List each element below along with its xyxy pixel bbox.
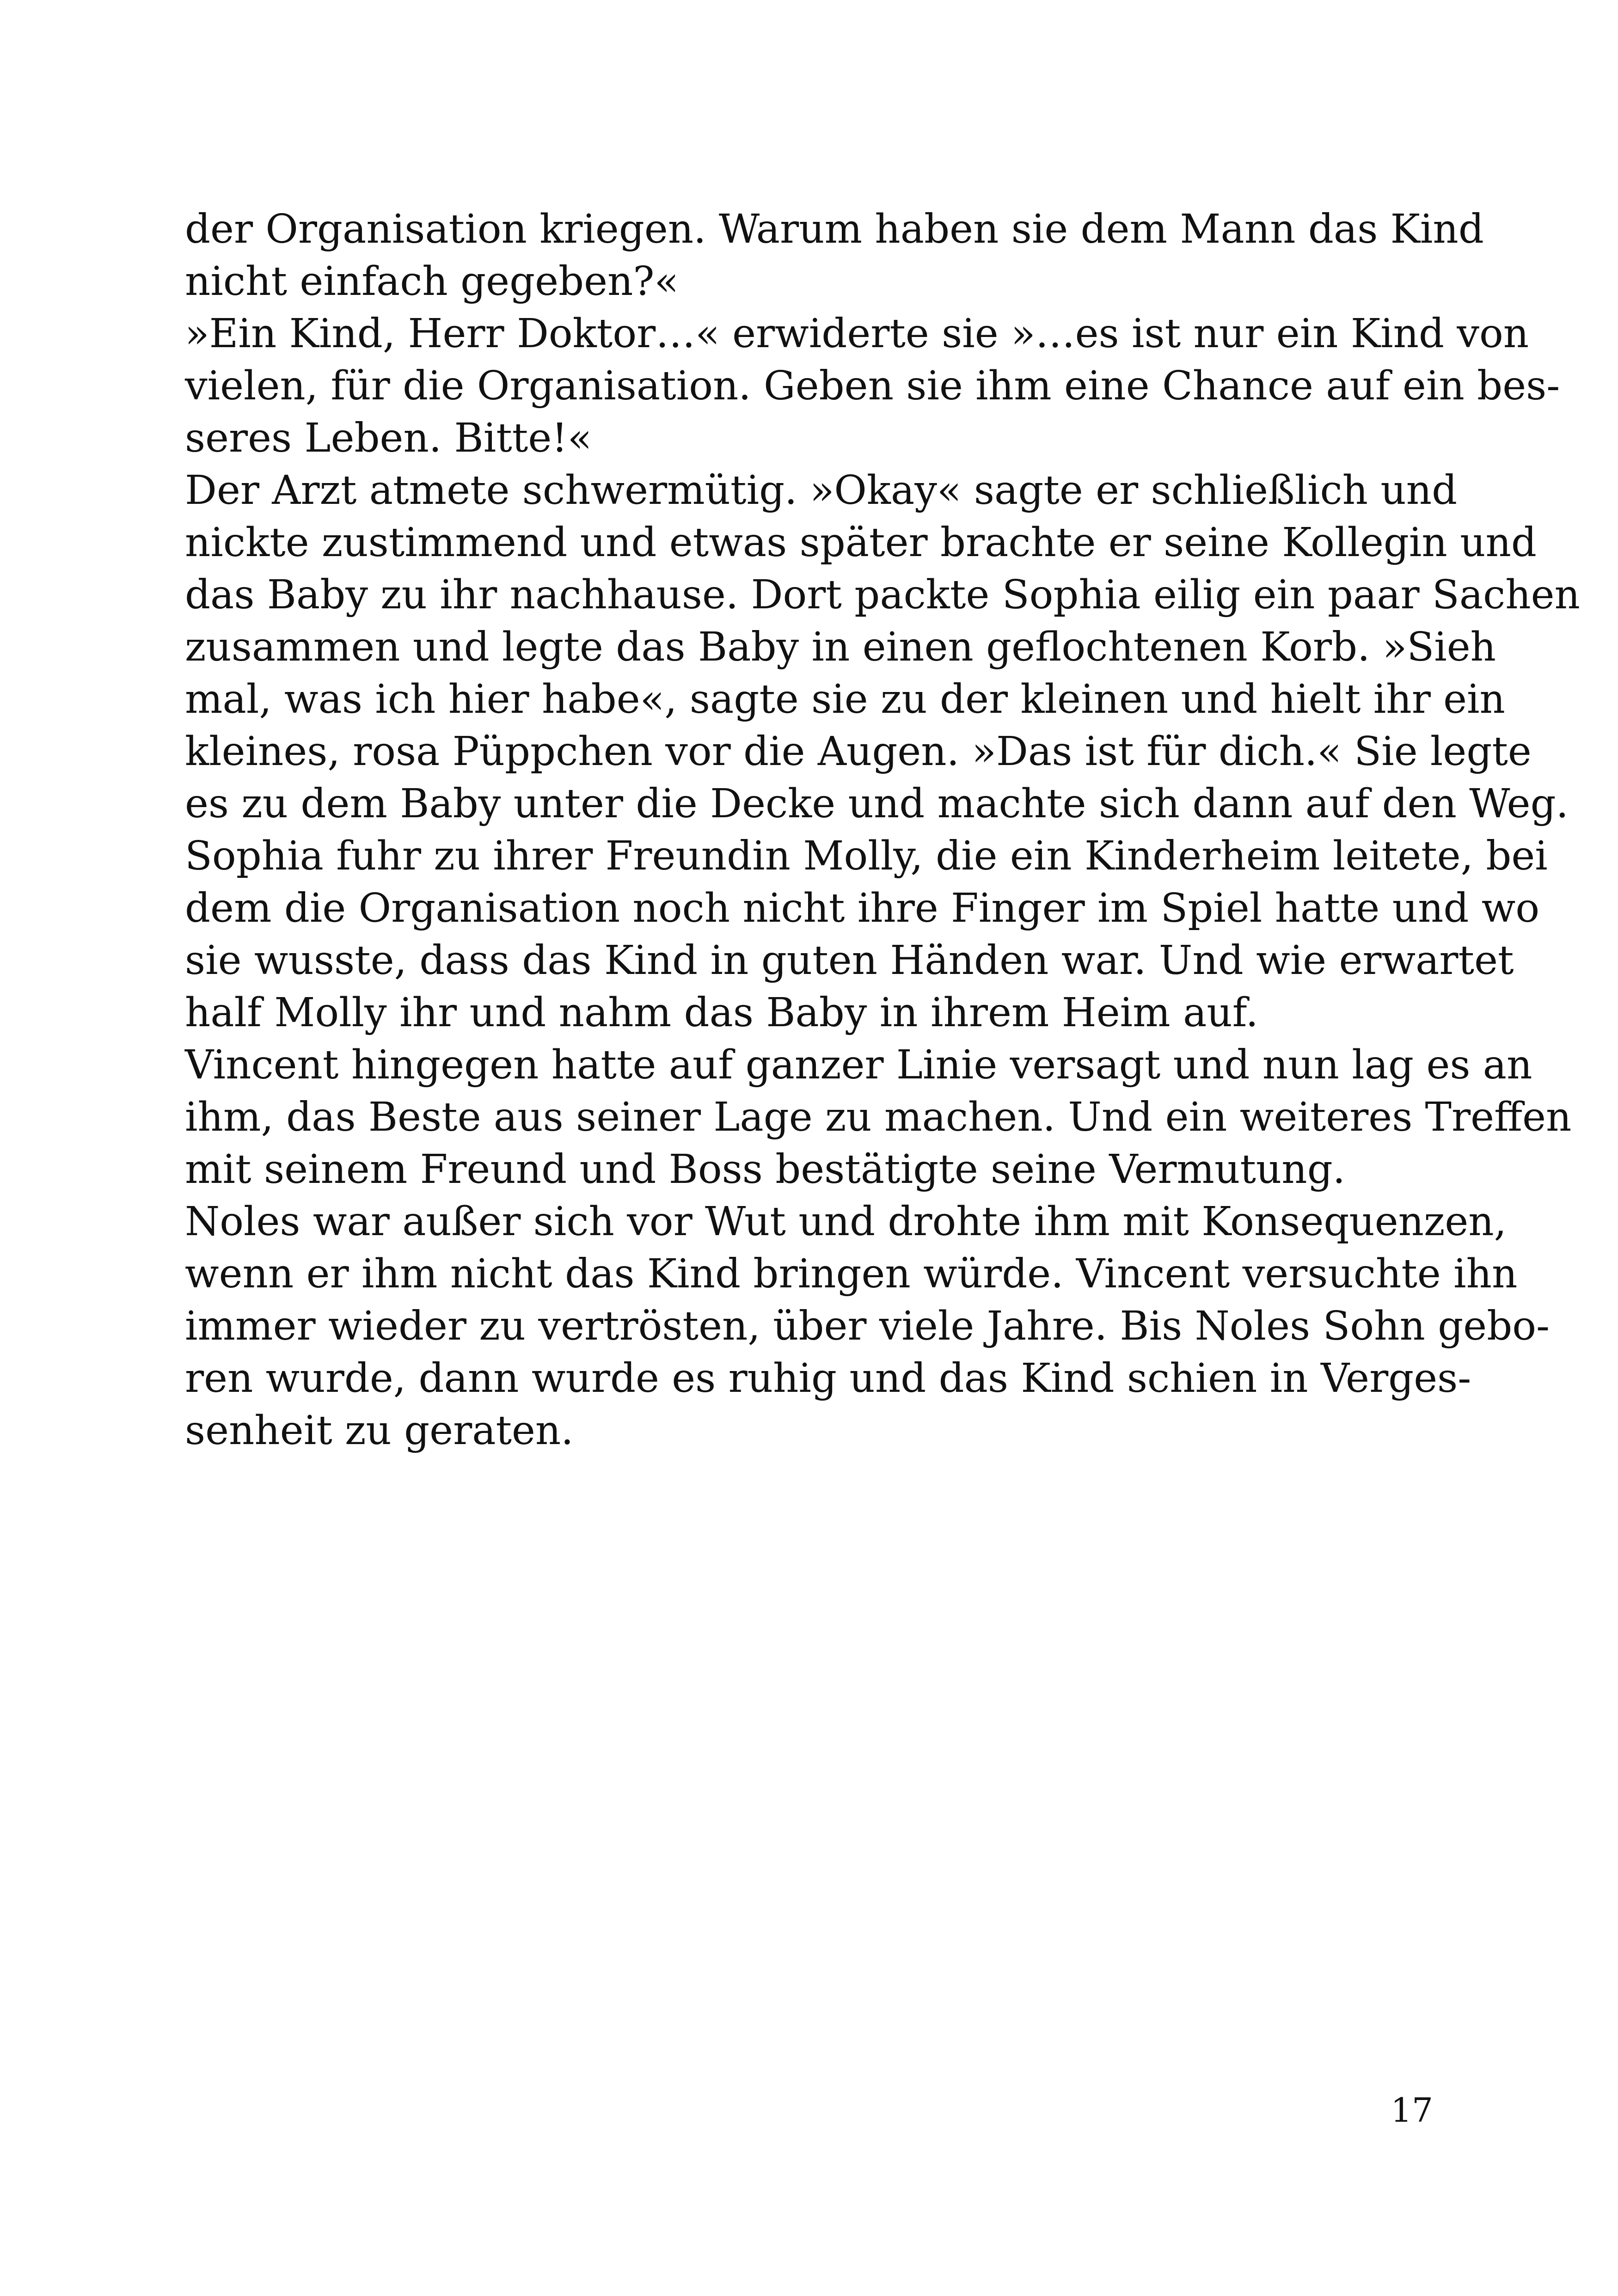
text-line: mit seinem Freund und Boss bestätigte seine Vermutung.	[185, 1146, 1346, 1193]
text-line: half Molly ihr und nahm das Baby in ihrem Heim auf.	[185, 990, 1258, 1036]
text-line: zusammen und legte das Baby in einen geflochtenen Korb. »Sieh	[185, 624, 1496, 670]
text-line: seres Leben. Bitte!«	[185, 415, 592, 461]
text-line: kleines, rosa Püppchen vor die Augen. »Das ist für dich.« Sie legte	[185, 729, 1532, 775]
text-line: Vincent hingegen hatte auf ganzer Linie versagt und nun lag es an	[185, 1042, 1532, 1088]
text-line: immer wieder zu vertrösten, über viele Jahre. Bis Noles Sohn gebo-	[185, 1303, 1550, 1349]
text-line: senheit zu geraten.	[185, 1408, 574, 1454]
text-line: nicht einfach gegeben?«	[185, 258, 679, 305]
text-line: ihm, das Beste aus seiner Lage zu machen. Und ein weiteres Treffen	[185, 1094, 1572, 1140]
text-line: Noles war außer sich vor Wut und drohte ihm mit Konsequenzen,	[185, 1199, 1507, 1245]
body-text	[185, 203, 1580, 1457]
text-line: vielen, für die Organisation. Geben sie ihm eine Chance auf ein bes-	[185, 363, 1560, 409]
text-line: »Ein Kind, Herr Doktor…« erwiderte sie »…es ist nur ein Kind von	[185, 311, 1529, 357]
page-number: 17	[1391, 2091, 1433, 2130]
text-line: Der Arzt atmete schwermütig. »Okay« sagte er schließlich und	[185, 467, 1458, 514]
text-line: sie wusste, dass das Kind in guten Händen war. Und wie erwartet	[185, 937, 1514, 984]
text-line: der Organisation kriegen. Warum haben sie dem Mann das Kind	[185, 206, 1484, 252]
text-line: dem die Organisation noch nicht ihre Finger im Spiel hatte und wo	[185, 885, 1540, 931]
text-line: wenn er ihm nicht das Kind bringen würde. Vincent versuchte ihn	[185, 1251, 1518, 1297]
text-line: nickte zustimmend und etwas später brachte er seine Kollegin und	[185, 520, 1537, 566]
text-line: das Baby zu ihr nachhause. Dort packte Sophia eilig ein paar Sachen	[185, 572, 1580, 618]
text-line: ren wurde, dann wurde es ruhig und das Kind schien in Verges-	[185, 1355, 1471, 1402]
text-line: mal, was ich hier habe«, sagte sie zu der kleinen und hielt ihr ein	[185, 676, 1505, 722]
text-line: Sophia fuhr zu ihrer Freundin Molly, die ein Kinderheim leitete, bei	[185, 833, 1548, 879]
text-line: es zu dem Baby unter die Decke und machte sich dann auf den Weg.	[185, 781, 1569, 827]
